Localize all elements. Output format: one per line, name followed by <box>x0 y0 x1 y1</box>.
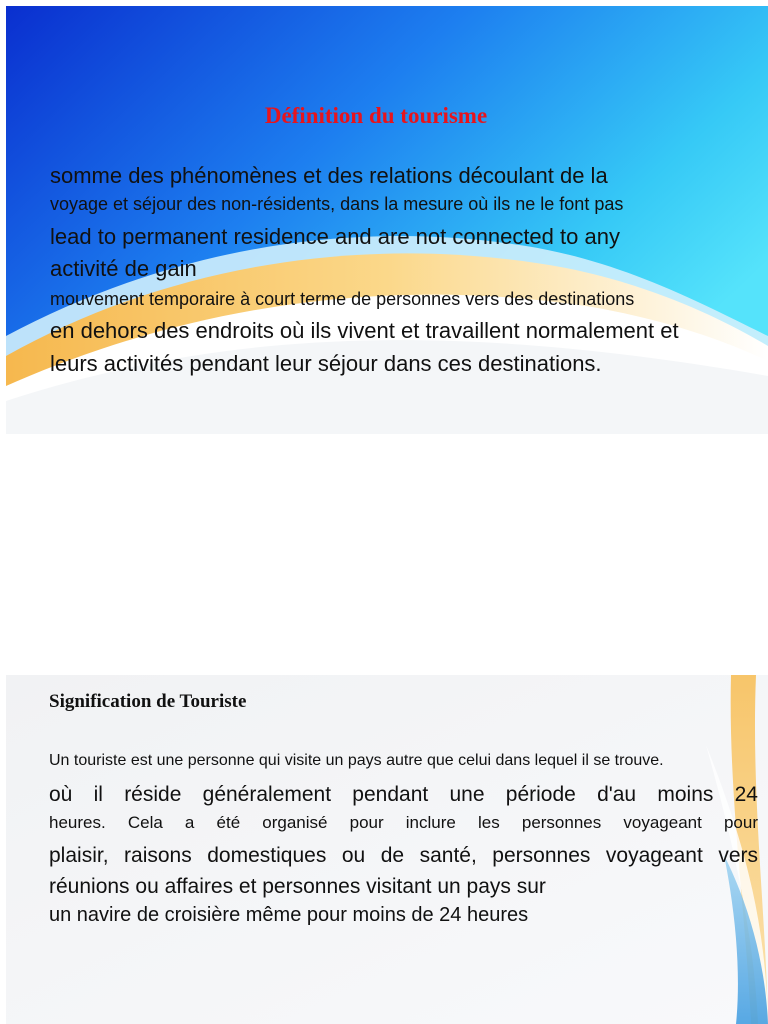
tourist-line: plaisir, raisons domestiques ou de santé, personnes voyageant vers <box>49 844 758 867</box>
tourist-line: heures. Cela a été organisé pour inclure les personnes voyageant pour <box>49 813 758 832</box>
definition-line: voyage et séjour des non-résidents, dans la mesure où ils ne le font pas <box>50 194 624 214</box>
slide-signification <box>6 675 768 1024</box>
tourist-line: un navire de croisière même pour moins de 24 heures <box>49 904 529 926</box>
definition-line: en dehors des endroits où ils vivent et travaillent normalement et <box>50 318 679 343</box>
section-title: Signification de Touriste <box>49 691 247 712</box>
definition-line: somme des phénomènes et des relations découlant de la <box>50 163 608 188</box>
definition-line: lead to permanent residence and are not connected to any <box>50 224 620 249</box>
definition-line: mouvement temporaire à court terme de personnes vers des destinations <box>50 289 635 309</box>
tourist-line: où il réside généralement pendant une période d'au moins 24 <box>49 783 758 806</box>
tourist-line: réunions ou affaires et personnes visitant un pays sur <box>49 875 546 898</box>
definition-line: activité de gain <box>50 256 197 281</box>
definition-line: leurs activités pendant leur séjour dans ces destinations. <box>50 351 602 376</box>
tourist-line: Un touriste est une personne qui visite un pays autre que celui dans lequel il se trouve. <box>49 752 664 769</box>
slide-definition <box>6 6 768 434</box>
page-title: Définition du tourisme <box>264 103 488 128</box>
